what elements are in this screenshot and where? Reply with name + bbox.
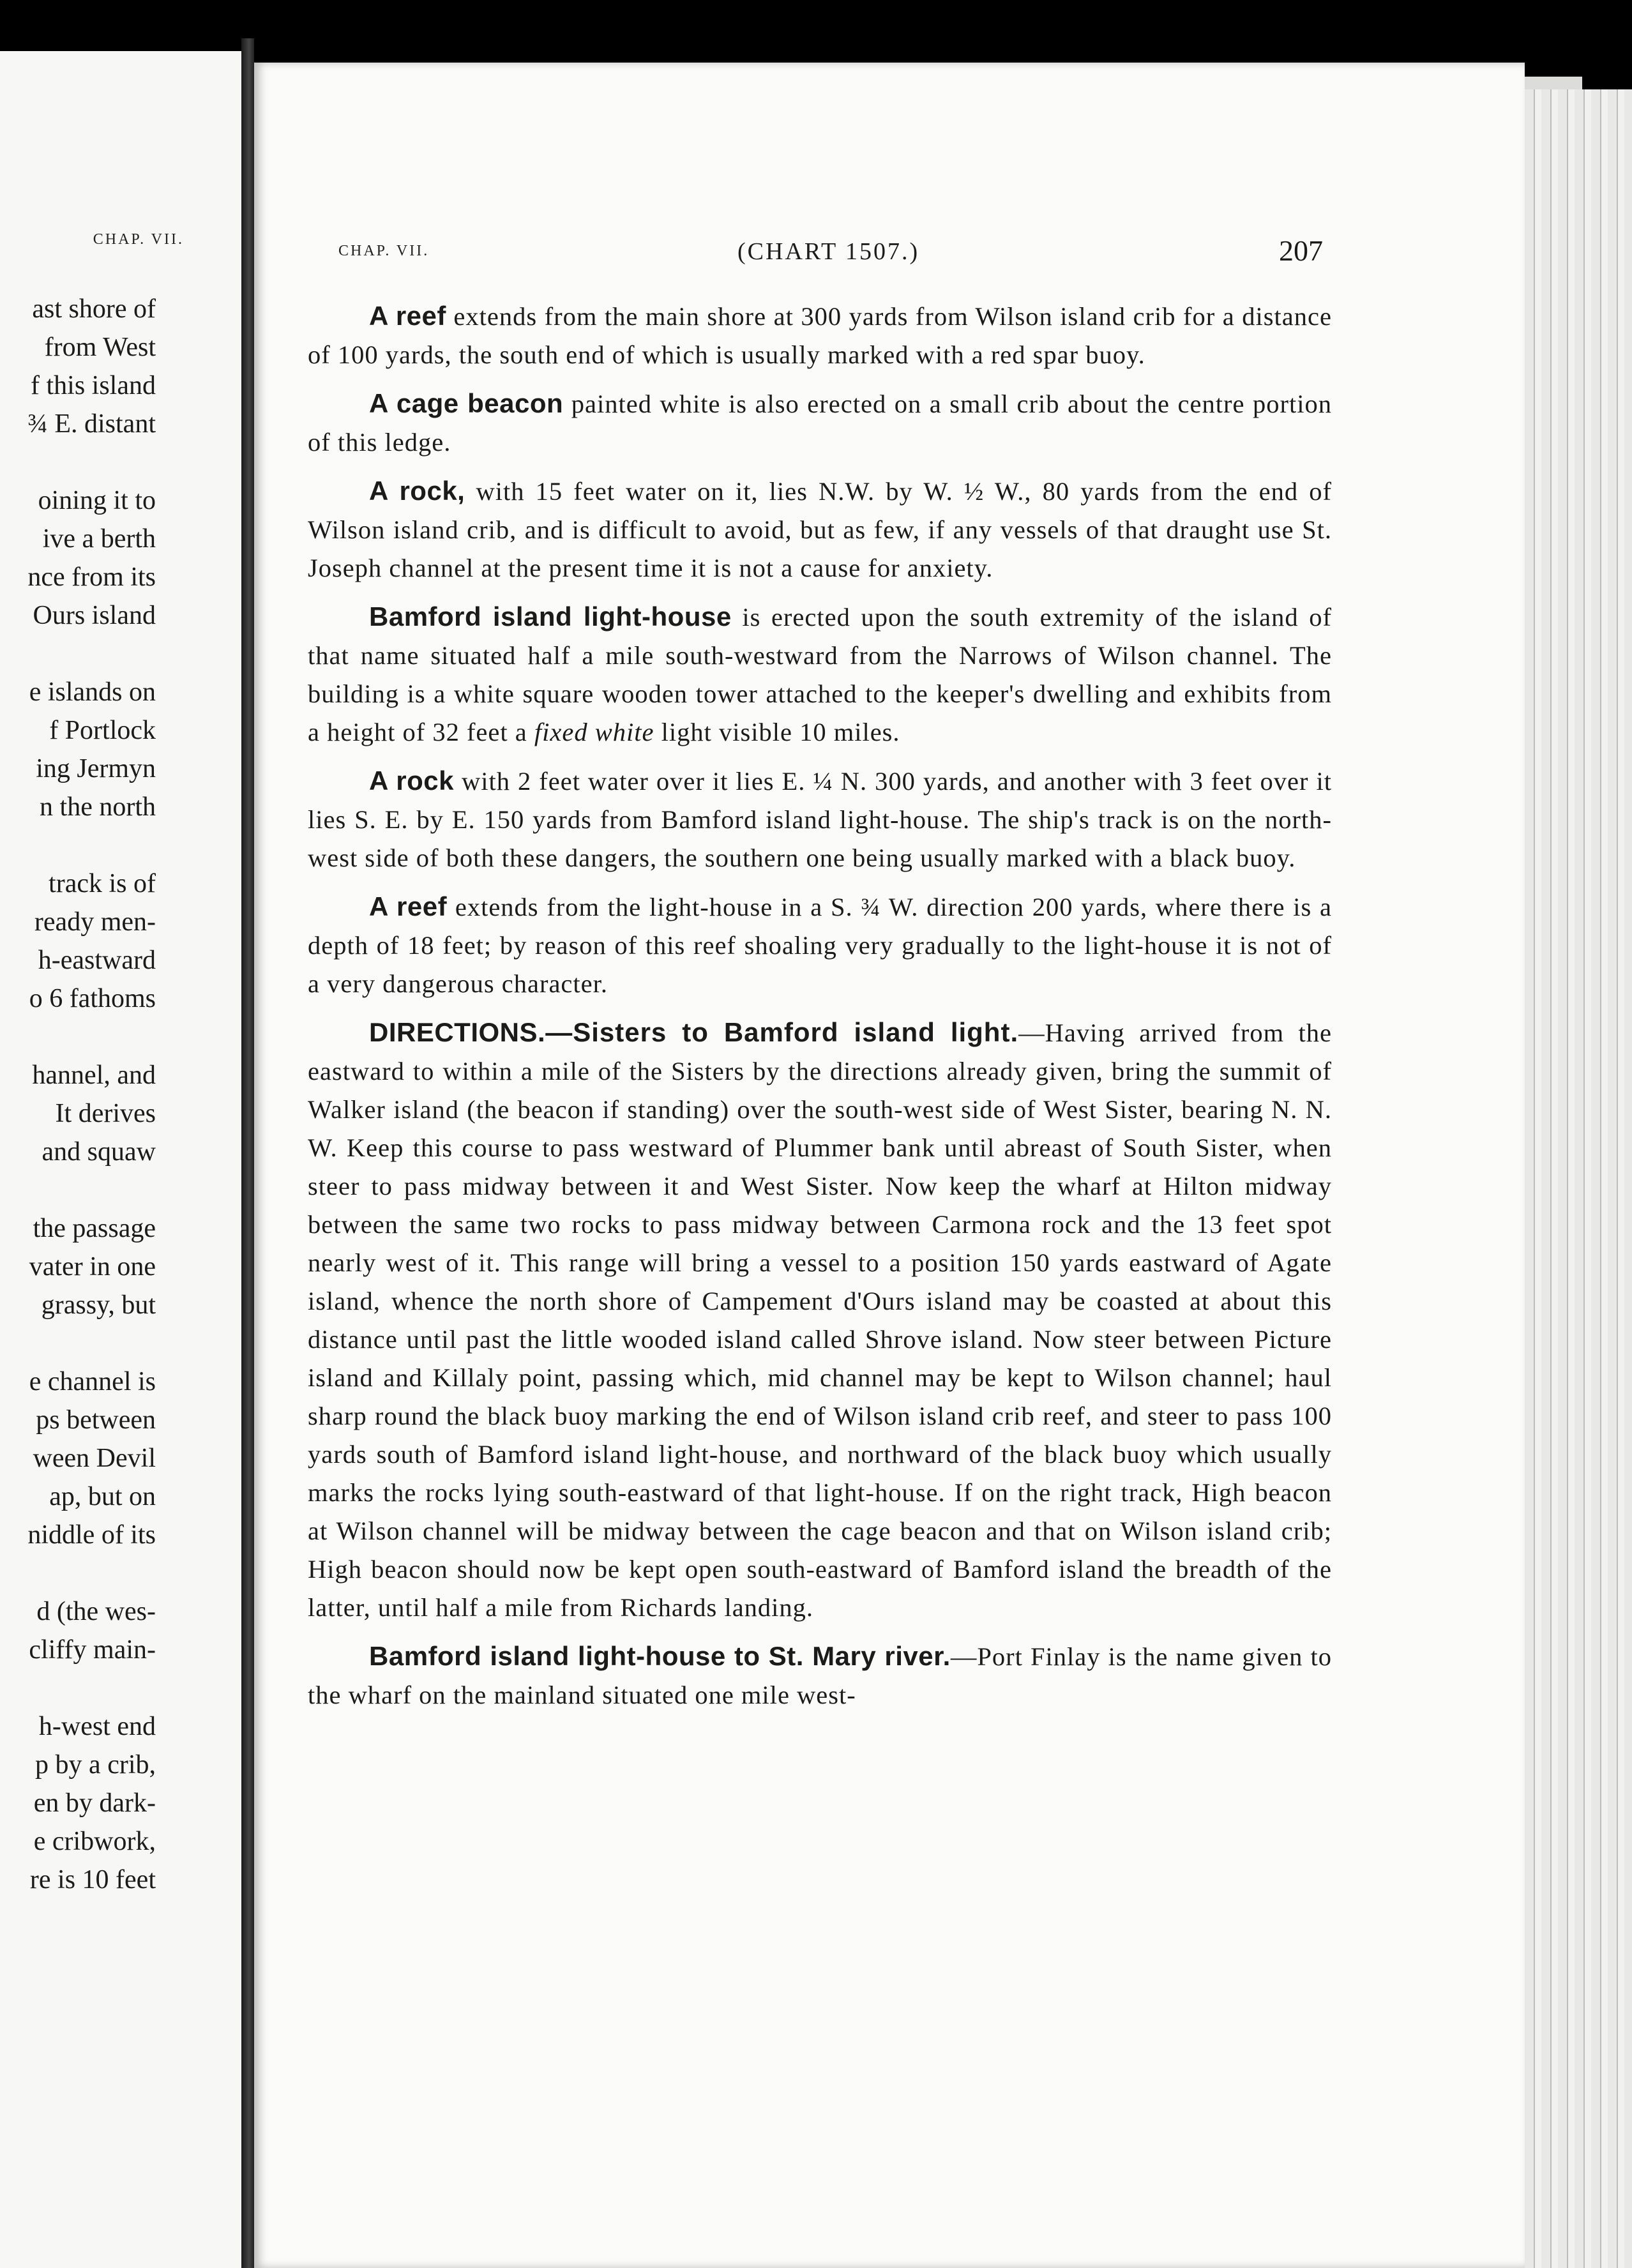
paragraph-lead: Bamford island light-house to St. Mary river. (369, 1641, 951, 1671)
paragraph-lead: A reef (369, 301, 446, 331)
left-page-line: ready men- (34, 907, 156, 937)
paragraph-text: painted white is also erected on a small crib about the centre portion of this ledge. (308, 389, 1332, 457)
left-page-line: o 6 fathoms (29, 984, 156, 1013)
paragraph-text: with 2 feet water over it lies E. ¼ N. 300 yards, and another with 3 feet over it lies S. E. by E. 150 yards from Bamford island light-house. The ship's track is on the north-west side of both these dangers, the southern one being usually marked with a black buoy. (308, 767, 1332, 872)
left-page-line: niddle of its (27, 1520, 156, 1550)
left-page-line: e islands on (29, 677, 156, 707)
left-page-line: the passage (33, 1214, 156, 1243)
paragraph-rock-2 (308, 762, 1332, 877)
body-text (308, 297, 1332, 1725)
paragraph-cage-beacon (308, 384, 1332, 462)
left-page-line: ast shore of (32, 294, 156, 324)
paragraph-reef-1 (308, 297, 1332, 374)
left-page-line: nce from its (27, 563, 156, 592)
left-page-line: re is 10 feet (29, 1865, 156, 1894)
left-page-header: CHAP. VII. (93, 231, 184, 248)
paragraph-lighthouse (308, 598, 1332, 752)
paragraph-lead: A cage beacon (369, 388, 564, 418)
paragraph-text: —Having arrived from the eastward to within a mile of the Sisters by the directions already given, bring the summit of Walker island (the beacon if standing) over the south-west side of West Sister, bearing N. N. W. Keep this course to pass westward of Plummer bank until abreast of South Sister, when steer to pass midway between it and West Sister. Now keep the wharf at Hilton midway between the same two rocks to pass midway between Carmona rock and the 13 feet spot nearly west of it. This range will bring a vessel to a position 150 yards eastward of Agate island, whence the north shore of Campement d'Ours island may be coasted at about this distance until past the little wooded island called Shrove island. Now steer between Picture island and Killaly point, passing which, mid channel may be kept to Wilson channel; haul sharp round the black buoy marking the end of Wilson island crib reef, and steer to pass 100 yards south of Bamford island light-house, and northward of the black buoy which usually marks the rocks lying south-eastward of that light-house. If on the right track, High beacon at Wilson channel will be midway between the cage beacon and that on Wilson island crib; High beacon should now be kept open south-eastward of Bamford island the breadth of the latter, until half a mile from Richards landing. (308, 1018, 1332, 1622)
left-page-line: track is of (49, 869, 156, 898)
left-page-line: cliffy main- (29, 1635, 156, 1665)
book-spine (241, 38, 254, 2268)
running-head-chart: (CHART 1507.) (737, 238, 920, 265)
left-page-line: e channel is (29, 1367, 156, 1396)
left-page-line: ps between (36, 1405, 156, 1435)
left-page-line: hannel, and (32, 1061, 156, 1090)
left-page-line: d (the wes- (36, 1597, 156, 1626)
left-page-line: h-eastward (38, 946, 156, 975)
left-page-line: ap, but on (49, 1482, 156, 1511)
paragraph-subhead: —Sisters to Bamford island light. (545, 1017, 1019, 1047)
paragraph-text: extends from the main shore at 300 yards from Wilson island crib for a distance of 100 yards, the south end of which is usually marked with a red spar buoy. (308, 302, 1332, 369)
paragraph-lead: Bamford island light-house (369, 601, 732, 631)
page-edges (1525, 89, 1632, 2268)
running-head-chapter: CHAP. VII. (338, 243, 430, 259)
left-page-line: f Portlock (49, 716, 156, 745)
left-page-line: n the north (40, 792, 156, 822)
left-page-line: ween Devil (33, 1444, 156, 1473)
left-page-line: ing Jermyn (36, 754, 156, 783)
paragraph-reef-2 (308, 888, 1332, 1003)
paragraph-lead: A rock (369, 766, 455, 796)
left-page-line: Ours island (33, 601, 156, 630)
left-page-line: h-west end (38, 1712, 156, 1741)
paragraph-text: with 15 feet water on it, lies N.W. by W. ½ W., 80 yards from the end of Wilson island crib, and is difficult to avoid, but as few, if any vessels of that draught use St. Joseph channel at the present time it is not a cause for anxiety. (308, 477, 1333, 582)
left-page-line: p by a crib, (35, 1750, 156, 1780)
paragraph-text: is erected upon the south extremity of the island of that name situated half a mile south-westward from the Narrows of Wilson channel. The building is a white square wooden tower attached to the keeper's dwelling and exhibits from a height of 32 feet a (308, 603, 1332, 746)
left-page-line: e cribwork, (33, 1827, 156, 1856)
left-page-line: It derives (55, 1099, 156, 1128)
paragraph-to-st-mary (308, 1637, 1332, 1714)
paragraph-directions (308, 1013, 1332, 1627)
paragraph-text: light visible 10 miles. (654, 718, 900, 746)
left-page-line: grassy, but (41, 1290, 156, 1320)
left-page-line: from West (44, 333, 156, 362)
left-page-line: oining it to (38, 486, 156, 515)
left-page-line: en by dark- (33, 1788, 156, 1818)
paragraph-lead: A reef (369, 891, 448, 921)
paragraph-italic: fixed white (534, 718, 654, 746)
left-page (0, 51, 241, 2268)
paragraph-lead: A rock, (369, 476, 465, 506)
left-page-line: ¾ E. distant (27, 409, 156, 439)
page-number: 207 (1279, 234, 1323, 267)
paragraph-lead: DIRECTIONS. (369, 1017, 546, 1047)
paragraph-rock-1 (308, 472, 1332, 587)
left-page-line: vater in one (29, 1252, 156, 1281)
paragraph-text: extends from the light-house in a S. ¾ W. direction 200 yards, where there is a depth of 18 feet; by reason of this reef shoaling very gradually to the light-house it is not of a very dangerous character. (308, 893, 1332, 998)
paragraph-text: —Port Finlay is the name given to the wharf on the mainland situated one mile west- (308, 1642, 1332, 1709)
left-page-line: f this island (31, 371, 156, 400)
left-page-line: ive a berth (42, 524, 156, 554)
left-page-line: and squaw (42, 1137, 156, 1167)
